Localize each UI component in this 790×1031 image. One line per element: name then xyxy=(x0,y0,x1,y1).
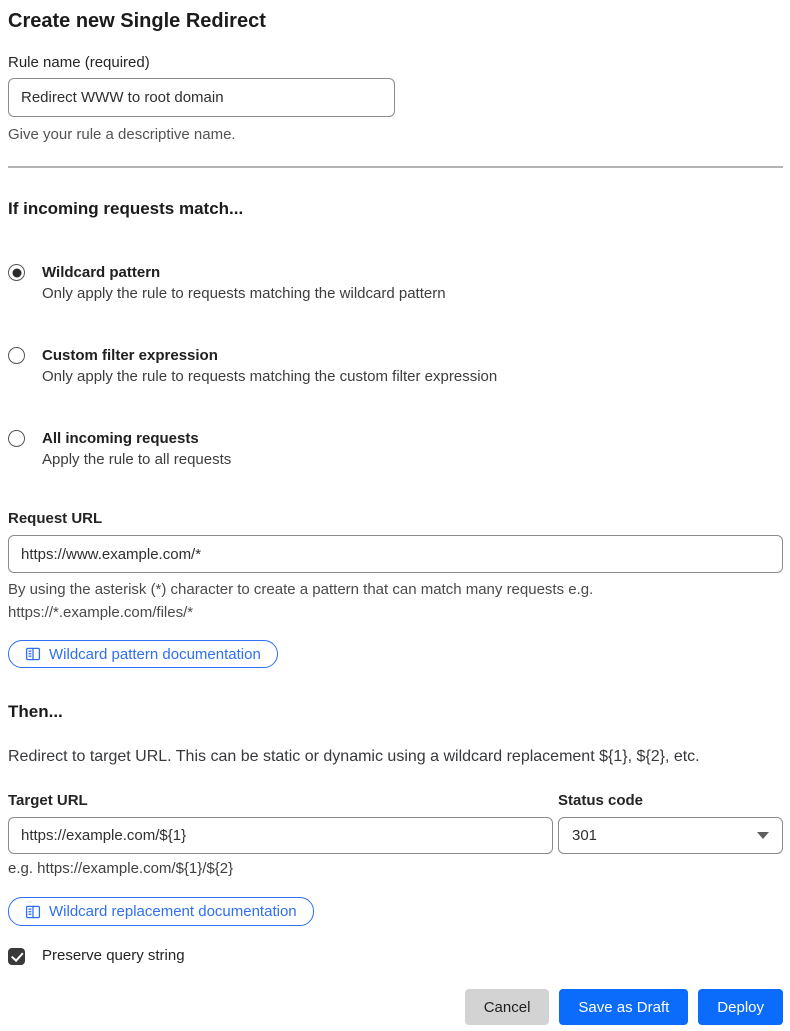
request-url-input[interactable] xyxy=(8,535,783,573)
chevron-down-icon xyxy=(757,832,769,839)
target-url-input[interactable] xyxy=(8,817,553,854)
then-description: Redirect to target URL. This can be static or dynamic using a wildcard replacement ${1}, ${2}, etc. xyxy=(8,748,700,765)
save-as-draft-button[interactable]: Save as Draft xyxy=(559,989,688,1025)
deploy-button[interactable]: Deploy xyxy=(698,989,783,1025)
doc-button-label: Wildcard pattern documentation xyxy=(49,645,261,663)
status-code-value: 301 xyxy=(572,827,598,844)
preserve-query-checkbox[interactable] xyxy=(8,948,25,965)
rule-name-input[interactable] xyxy=(8,78,395,117)
wildcard-pattern-doc-button[interactable] xyxy=(8,640,278,668)
rule-name-help: Give your rule a descriptive name. xyxy=(8,126,236,143)
preserve-query-label: Preserve query string xyxy=(42,947,185,964)
radio-description: Apply the rule to all requests xyxy=(42,451,232,468)
status-code-column xyxy=(558,791,783,879)
radio-label: All incoming requests xyxy=(42,430,199,447)
doc-button-label: Wildcard replacement documentation xyxy=(49,903,297,920)
radio-label: Wildcard pattern xyxy=(42,264,161,281)
book-open-icon xyxy=(25,904,41,920)
request-url-help-line1: By using the asterisk (*) character to create a pattern that can match many requests e.g. xyxy=(8,581,594,598)
request-url-help xyxy=(8,578,783,624)
radio-option-all-requests[interactable] xyxy=(8,428,783,470)
status-code-label: Status code xyxy=(558,792,644,809)
page-title: Create new Single Redirect xyxy=(8,10,266,32)
then-section-heading: Then... xyxy=(8,702,63,721)
radio-label: Custom filter expression xyxy=(42,347,218,364)
section-divider xyxy=(8,166,783,168)
rule-name-label: Rule name (required) xyxy=(8,54,150,71)
match-section-heading: If incoming requests match... xyxy=(8,199,244,218)
target-url-help: e.g. https://example.com/${1}/${2} xyxy=(8,860,234,877)
radio-description: Only apply the rule to requests matching the wildcard pattern xyxy=(42,285,446,302)
target-url-label: Target URL xyxy=(8,792,88,809)
preserve-query-string-option[interactable] xyxy=(8,946,783,966)
radio-option-custom-filter[interactable] xyxy=(8,345,783,387)
radio-description: Only apply the rule to requests matching the custom filter expression xyxy=(42,368,498,385)
radio-button[interactable] xyxy=(8,347,25,364)
target-status-row xyxy=(8,791,783,879)
target-url-column xyxy=(8,791,553,879)
request-url-label: Request URL xyxy=(8,510,103,527)
request-url-help-line2: https://*.example.com/files/* xyxy=(8,604,194,621)
radio-option-wildcard-pattern[interactable] xyxy=(8,262,783,304)
status-code-select[interactable] xyxy=(558,817,783,854)
wildcard-replacement-doc-button[interactable] xyxy=(8,897,314,926)
book-open-icon xyxy=(25,646,41,662)
cancel-button[interactable]: Cancel xyxy=(465,989,550,1025)
radio-button[interactable] xyxy=(8,264,25,281)
radio-button[interactable] xyxy=(8,430,25,447)
form-actions xyxy=(8,989,783,1025)
